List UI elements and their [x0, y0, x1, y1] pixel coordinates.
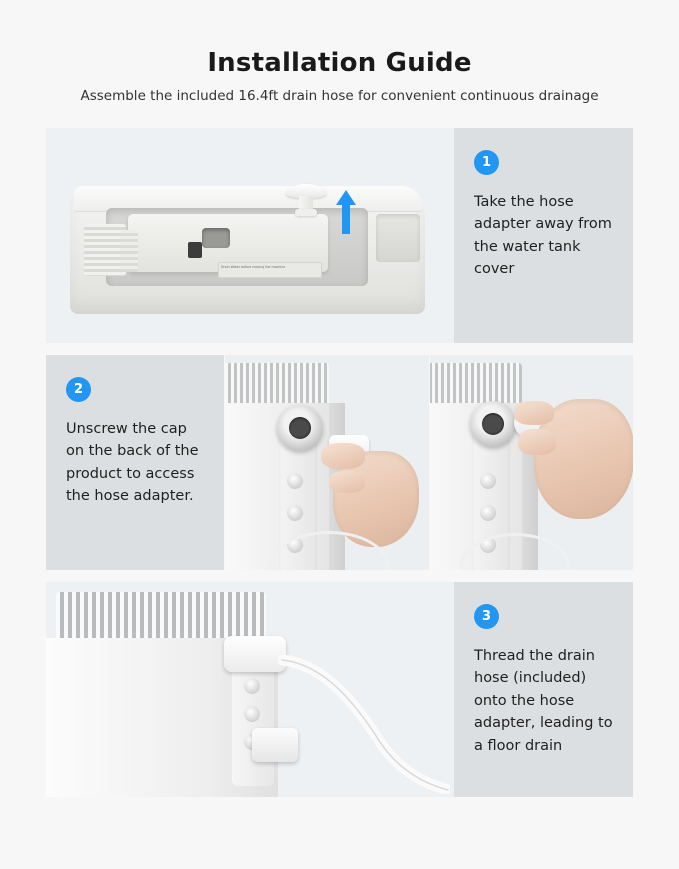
- hose-adapter-part: [286, 184, 326, 224]
- arrow-head: [336, 190, 356, 205]
- sensor-box: [188, 242, 202, 258]
- air-vent-grille: [430, 363, 522, 407]
- page-subtitle: Assemble the included 16.4ft drain hose for convenient continuous drainage: [80, 88, 599, 104]
- drain-port: [277, 405, 323, 451]
- caution-label: Drain Water before moving the machine: [218, 262, 322, 278]
- step-row-2: [46, 355, 633, 570]
- step-row-1: [46, 128, 633, 343]
- plate-screw-top: [244, 678, 260, 694]
- steps-container: [0, 104, 679, 797]
- finger-thumb: [329, 471, 365, 493]
- finger-index: [321, 443, 365, 469]
- drain-port: [470, 401, 516, 447]
- adapter-ring: [295, 209, 317, 216]
- unit-back-scene-c: [46, 582, 454, 797]
- air-vent-grille: [225, 363, 329, 407]
- right-compartment: [376, 214, 420, 262]
- finger-index: [514, 401, 554, 425]
- step-3-image: [46, 582, 454, 797]
- step-2-image-a: [225, 355, 428, 570]
- step-1-text-panel: [454, 128, 633, 343]
- step-1-badge: 1: [474, 150, 499, 175]
- drain-hose: [278, 644, 450, 794]
- plate-screw-top: [480, 473, 496, 489]
- air-vent-grille: [56, 592, 266, 642]
- plate-screw-mid: [244, 706, 260, 722]
- unit-back-scene-b: [430, 355, 633, 570]
- step-2-badge: 2: [66, 377, 91, 402]
- step-1-image: [46, 128, 454, 343]
- coil-left-inner: [120, 230, 138, 272]
- plate-screw-mid: [480, 505, 496, 521]
- step-3-badge: 3: [474, 604, 499, 629]
- step-3-description: Thread the drain hose (included) onto the hose adapter, leading to a floor drain: [474, 648, 613, 754]
- step-row-3: [46, 582, 633, 797]
- arrow-stem: [342, 204, 350, 234]
- step-1-description: Take the hose adapter away from the water tank cover: [474, 194, 612, 278]
- step-2-image-b: [430, 355, 633, 570]
- finger-thumb: [518, 429, 556, 455]
- page-header: [0, 0, 679, 104]
- dehumidifier-top-view: [70, 184, 430, 314]
- step-2-text-panel: [46, 355, 224, 570]
- page-title: Installation Guide: [207, 48, 472, 78]
- arrow-up-icon: [336, 190, 356, 234]
- unit-back-scene-a: [225, 355, 428, 570]
- step-2-description: Unscrew the cap on the back of the product to access the hose adapter.: [66, 421, 199, 505]
- hose-adapter-installed: [224, 636, 286, 672]
- adapter-seat-hole: [202, 228, 230, 248]
- step-3-text-panel: [454, 582, 633, 797]
